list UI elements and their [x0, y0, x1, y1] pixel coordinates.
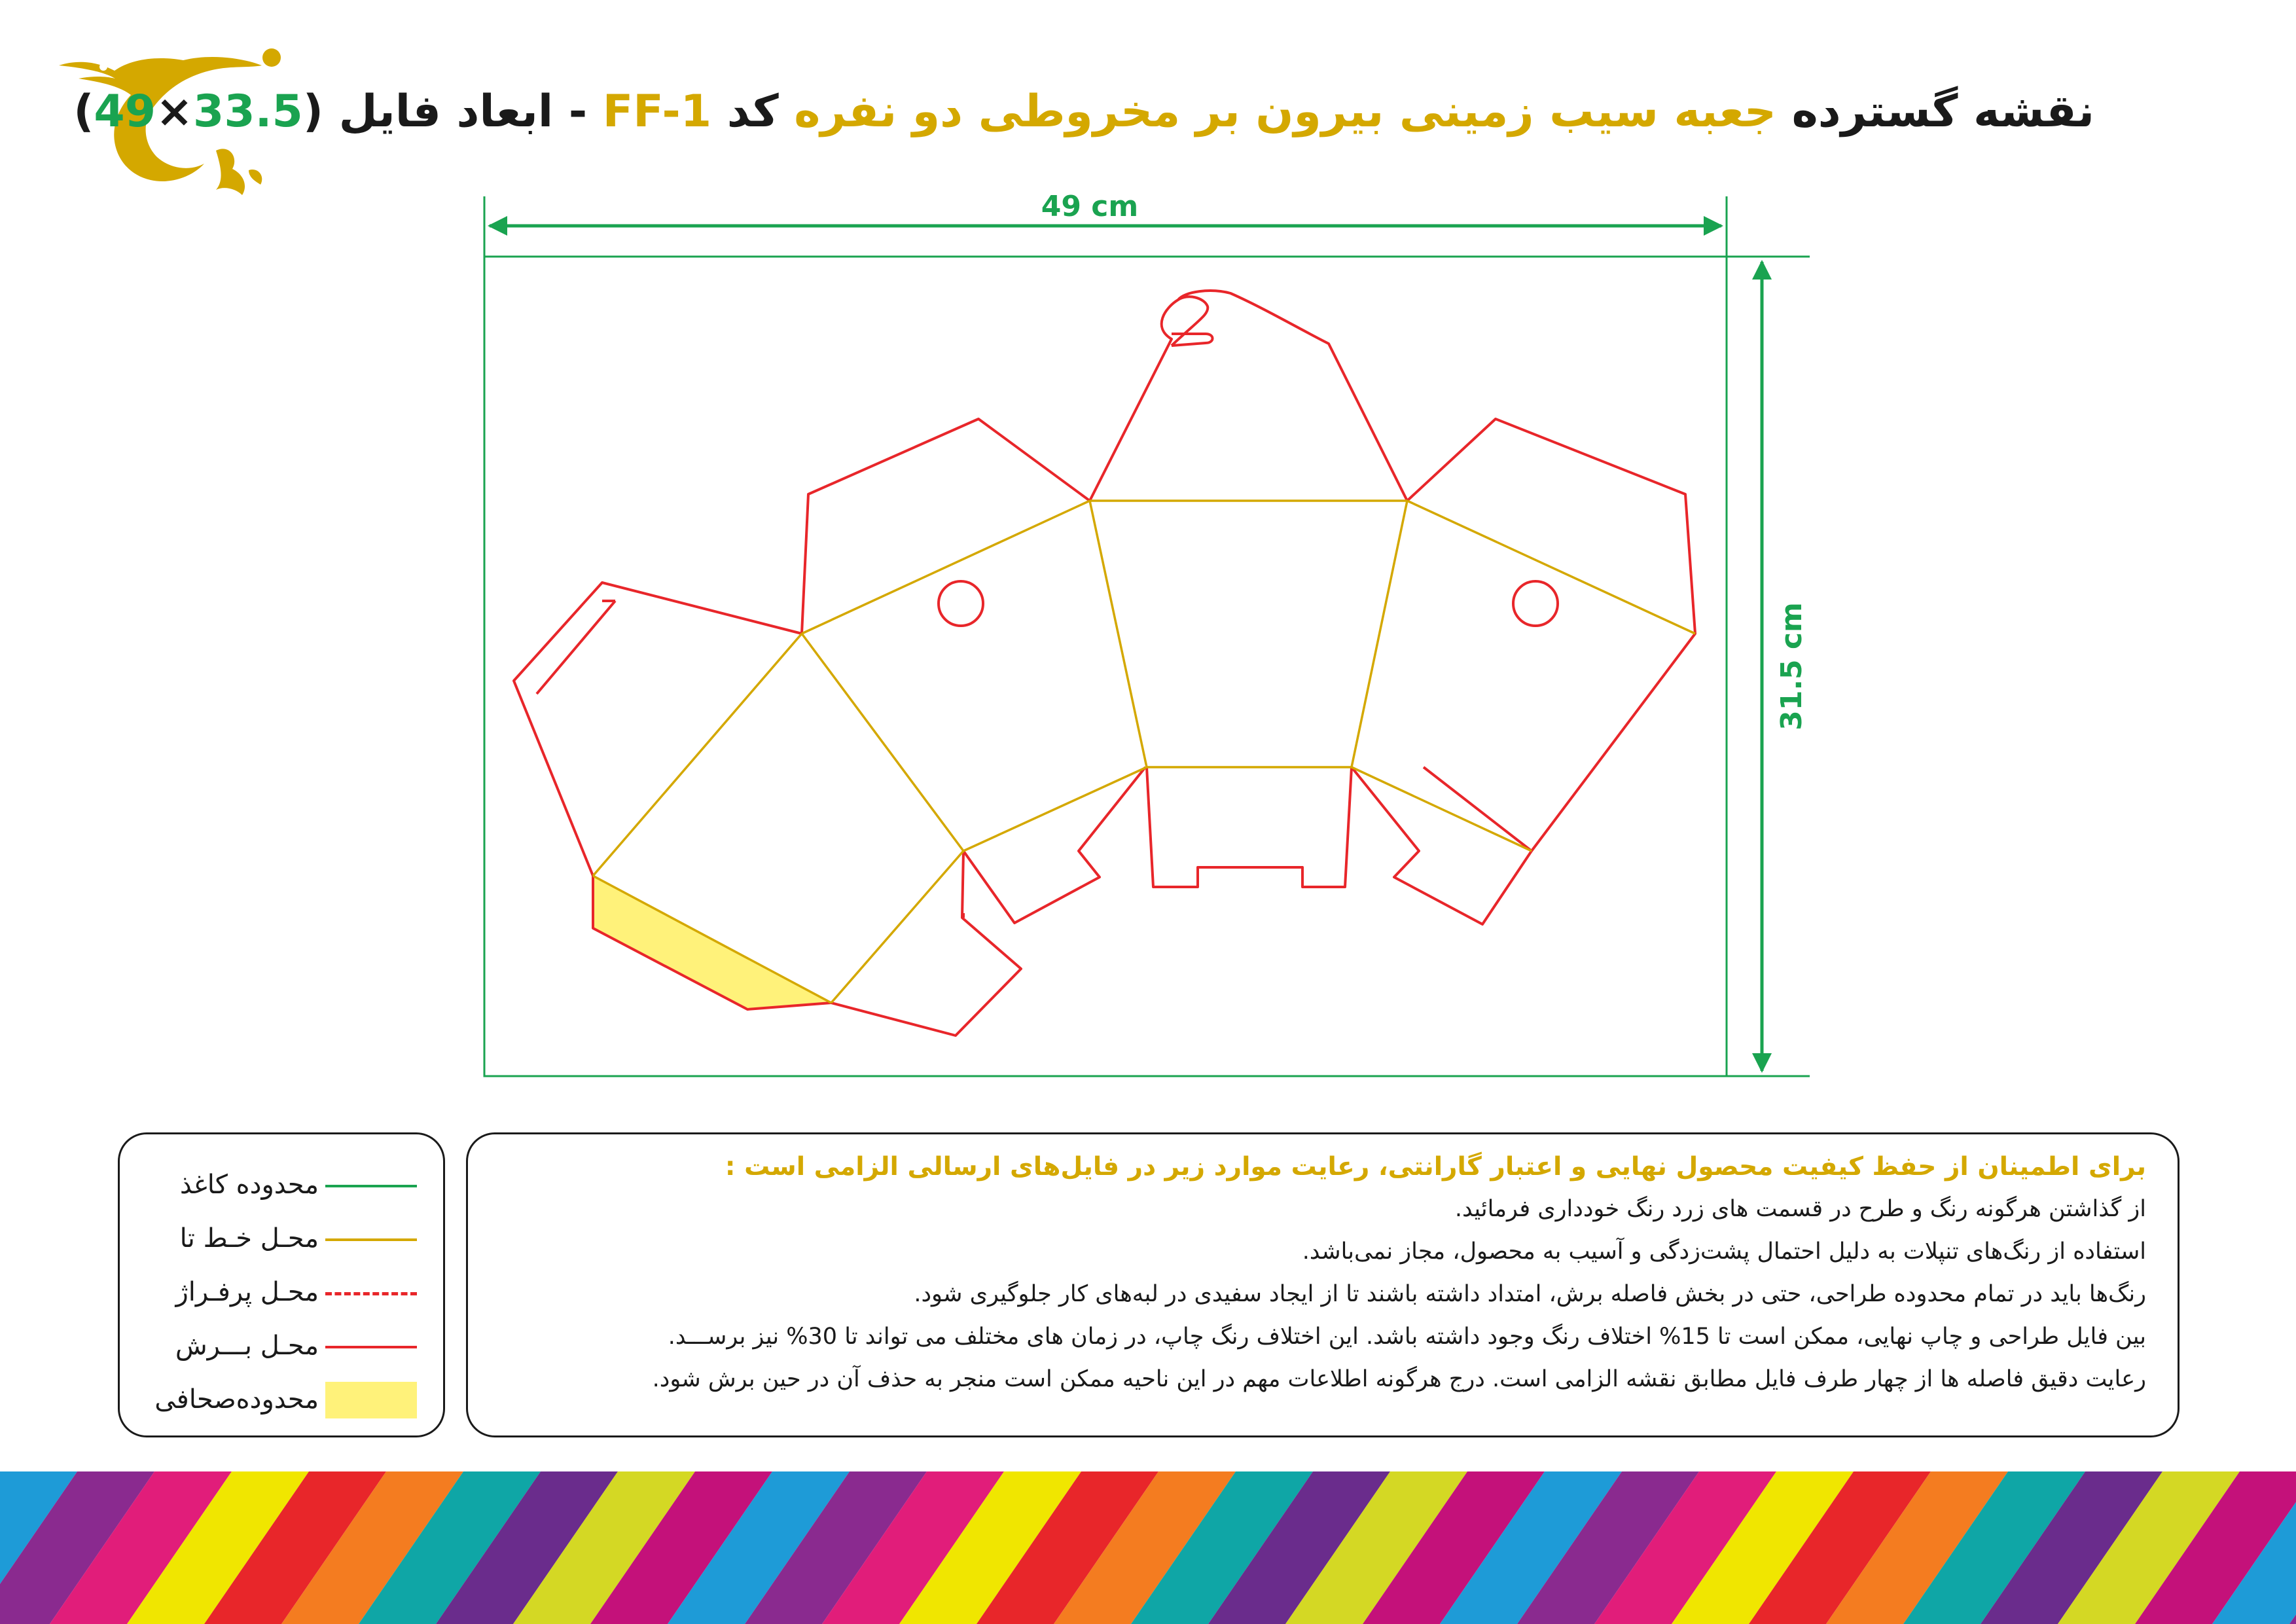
width-dimension-label: 49 cm	[1041, 190, 1139, 223]
fold-lines	[593, 501, 1695, 1003]
notes-heading: برای اطمینان از حفظ کیفیت محصول نهایی و اعتبار گارانتی، رعایت موارد زیر در فایل‌های ارسالی الزامی است :	[725, 1152, 2146, 1182]
rainbow-stripes-footer	[0, 1471, 2296, 1624]
title-prefix: نقشه گسترده	[1776, 86, 2094, 137]
legend-label: محـل خـط تا	[179, 1223, 319, 1254]
title-dims-label: - ابعاد فایل (	[302, 86, 603, 137]
legend-swatch-fold	[325, 1238, 417, 1241]
legend-item-paper	[120, 1162, 443, 1208]
legend-item-fold	[120, 1216, 443, 1261]
legend-label: محـل بـــرش	[175, 1331, 319, 1361]
notes-line-1: از گذاشتن هرگونه رنگ و طرح در قسمت های زرد رنگ خودداری فرمائید.	[1454, 1196, 2146, 1222]
legend-item-glue	[120, 1377, 443, 1422]
legend-swatch-glue	[325, 1382, 417, 1418]
notes-line-5: رعایت دقیق فاصله ها از چهار طرف فایل مطابق نقشه الزامی است. درج هرگونه اطلاعات مهم در این ناحیه ممکن است منجر به حذف آن در حین برش شود.	[652, 1366, 2146, 1392]
title-dims-value2: 49	[94, 86, 156, 137]
title-dims-value: 33.5	[193, 86, 303, 137]
legend-swatch-paper	[325, 1185, 417, 1187]
legend-label: محدوده کاغذ	[179, 1170, 319, 1200]
title-dims-times: ×	[156, 86, 194, 137]
legend-label: محـل پرفـراژ	[175, 1277, 319, 1307]
title-code: FF-1	[602, 86, 712, 137]
cut-lines	[514, 291, 1695, 1036]
title-dims-close: )	[73, 86, 94, 137]
title-product: جعبه سیب زمینی بیرون بر مخروطی دو نفره	[794, 86, 1776, 137]
title-code-label: کد	[711, 86, 795, 137]
legend-item-perforation	[120, 1269, 443, 1315]
legend-label: محدوده‌صحافی	[154, 1384, 319, 1415]
legend-swatch-cut	[325, 1346, 417, 1348]
legend-swatch-perforation	[325, 1292, 417, 1295]
notes-box	[466, 1132, 2179, 1437]
notes-line-4: بین فایل طراحی و چاپ نهایی، ممکن است تا 15% اختلاف رنگ وجود داشته باشد. این اختلاف رنگ چاپ، در زمان های مختلف می تواند تا 30% نیز برســـد.	[668, 1324, 2146, 1350]
notes-line-3: رنگ‌ها باید در تمام محدوده طراحی، حتی در بخش فاصله برش، امتداد داشته باشند تا از ایجاد سفیدی در لبه‌های کار جلوگیری شود.	[914, 1281, 2146, 1307]
cut-lines-lower	[962, 851, 963, 918]
legend-box	[118, 1132, 445, 1437]
legend-item-cut	[120, 1323, 443, 1369]
height-dimension-label: 31.5 cm	[1775, 602, 1808, 731]
notes-line-2: استفاده از رنگ‌های تنپلات به دلیل احتمال پشت‌زدگی و آسیب به محصول، مجاز نمی‌باشد.	[1302, 1238, 2146, 1265]
